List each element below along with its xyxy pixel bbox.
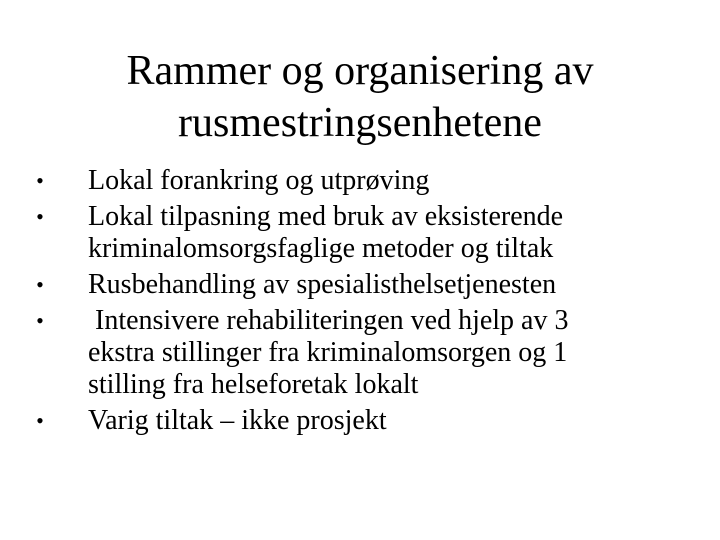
- bullet-item: [30, 405, 690, 437]
- bullet-item: [30, 165, 690, 197]
- bullet-item: [30, 269, 690, 301]
- bullet-list: [30, 165, 690, 441]
- bullet-text: stilling fra helseforetak lokalt: [88, 369, 419, 400]
- bullet-text: kriminalomsorgsfaglige metoder og tiltak: [88, 233, 554, 264]
- bullet-text: Lokal tilpasning med bruk av eksisterende: [88, 201, 564, 232]
- title-line: rusmestringsenhetene: [178, 100, 542, 146]
- bullet-item: [30, 201, 690, 265]
- bullet-icon: •: [36, 308, 44, 333]
- bullet-text: Rusbehandling av spesialisthelsetjenesten: [88, 269, 557, 300]
- bullet-text: Varig tiltak – ikke prosjekt: [88, 405, 387, 436]
- bullet-icon: •: [36, 204, 44, 229]
- bullet-icon: •: [36, 272, 44, 297]
- bullet-item: [30, 305, 690, 401]
- bullet-icon: •: [36, 408, 44, 433]
- bullet-text: Intensivere rehabiliteringen ved hjelp av 3: [88, 305, 569, 336]
- bullet-text: ekstra stillinger fra kriminalomsorgen og 1: [88, 337, 568, 368]
- slide-title: [60, 45, 660, 149]
- bullet-text: Lokal forankring og utprøving: [88, 165, 430, 196]
- bullet-icon: •: [36, 168, 44, 193]
- title-line: Rammer og organisering av: [126, 48, 594, 94]
